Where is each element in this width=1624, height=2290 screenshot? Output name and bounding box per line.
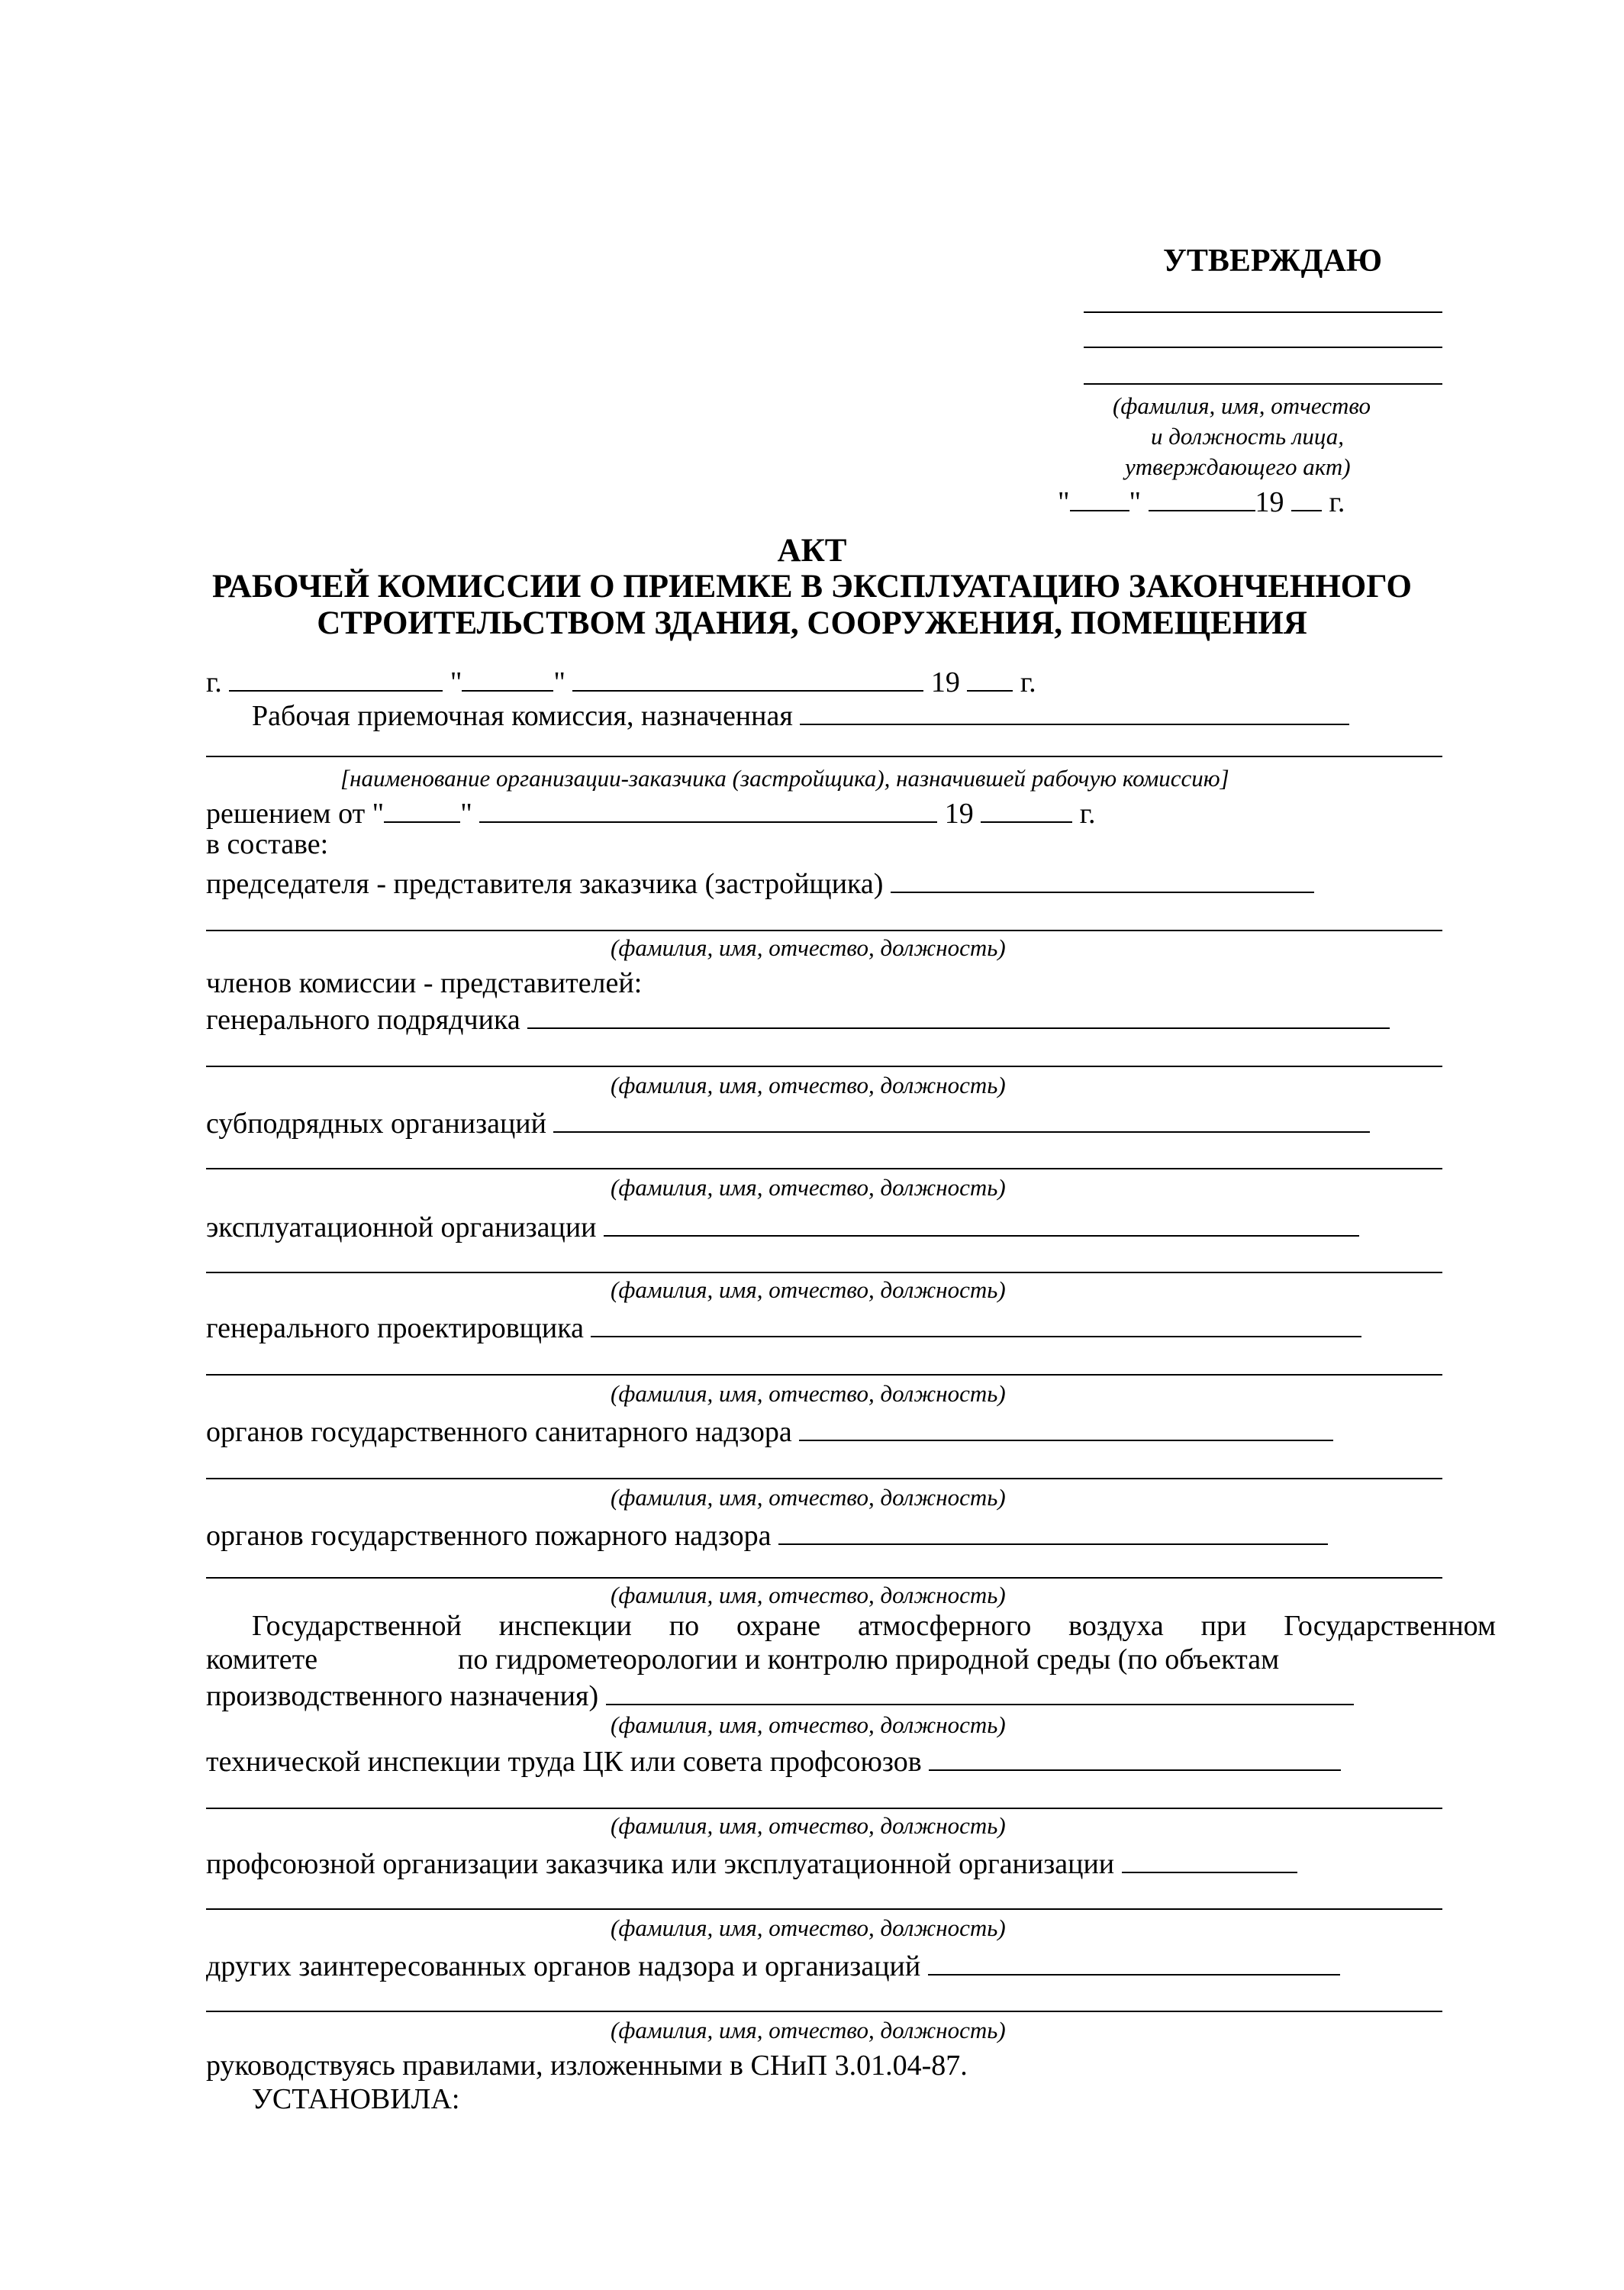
- union-caption: (фамилия, имя, отчество, должность): [611, 1914, 1006, 1941]
- approval-heading: УТВЕРЖДАЮ: [1163, 244, 1383, 279]
- general-contractor-caption: (фамилия, имя, отчество, должность): [611, 1072, 1006, 1098]
- commission-appointed-row: Рабочая приемочная комиссия, назначенная: [252, 696, 1349, 733]
- act-subtitle-1: РАБОЧЕЙ КОМИССИИ О ПРИЕМКЕ В ЭКСПЛУАТАЦИЮ ЗАКОНЧЕННОГО: [212, 569, 1412, 605]
- year-field[interactable]: [967, 663, 1013, 692]
- labor-row: технической инспекции труда ЦК или совета профсоюзов: [206, 1742, 1341, 1779]
- others-line[interactable]: [206, 2011, 1442, 2012]
- appointing-org-field[interactable]: [800, 696, 1349, 725]
- chairman-row: председателя - представителя заказчика (застройщика): [206, 864, 1314, 901]
- decision-row: решением от " " 19 г.: [206, 794, 1096, 831]
- air-row-3: производственного назначения): [206, 1676, 1354, 1713]
- general-designer-row: генерального проектировщика: [206, 1308, 1361, 1345]
- approval-line-2[interactable]: [1084, 347, 1442, 348]
- operating-org-row: эксплуатационной организации: [206, 1208, 1359, 1244]
- air-row-1: Государственной инспекции по охране атмосферного воздуха при Государственном: [252, 1610, 1496, 1642]
- general-contractor-row: генерального подрядчика: [206, 1000, 1390, 1037]
- appointing-org-caption: [наименование организации-заказчика (застройщика), назначившей рабочую комиссию]: [340, 765, 1229, 792]
- subcontractors-row: субподрядных организаций: [206, 1104, 1370, 1140]
- air-row-2: комитете по гидрометеорологии и контролю природной среды (по объектам: [206, 1643, 1280, 1676]
- act-subtitle-2: СТРОИТЕЛЬСТВОМ ЗДАНИЯ, СООРУЖЕНИЯ, ПОМЕЩЕНИЯ: [317, 605, 1307, 641]
- decision-month-field[interactable]: [479, 794, 937, 823]
- fire-line[interactable]: [206, 1577, 1442, 1579]
- approval-caption-2: и должность лица,: [1151, 423, 1345, 450]
- others-field[interactable]: [928, 1946, 1340, 1976]
- others-caption: (фамилия, имя, отчество, должность): [611, 2017, 1006, 2043]
- members-label: членов комиссии - представителей:: [206, 967, 643, 999]
- sanitary-caption: (фамилия, имя, отчество, должность): [611, 1484, 1006, 1511]
- operating-org-field[interactable]: [604, 1208, 1359, 1237]
- approval-year-field[interactable]: [1291, 482, 1322, 511]
- day-field[interactable]: [462, 663, 553, 692]
- chairman-line[interactable]: [206, 930, 1442, 931]
- air-caption: (фамилия, имя, отчество, должность): [611, 1711, 1006, 1738]
- chairman-field[interactable]: [891, 864, 1314, 893]
- approval-caption-1: (фамилия, имя, отчество: [1113, 392, 1371, 419]
- fire-caption: (фамилия, имя, отчество, должность): [611, 1582, 1006, 1608]
- approval-month-field[interactable]: [1149, 482, 1255, 511]
- union-line[interactable]: [206, 1908, 1442, 1910]
- others-row: других заинтересованных органов надзора и организаций: [206, 1946, 1340, 1983]
- union-row: профсоюзной организации заказчика или эксплуатационной организации: [206, 1844, 1297, 1881]
- place-date-row: г. " " 19 г.: [206, 663, 1036, 699]
- sanitary-row: органов государственного санитарного надзора: [206, 1412, 1333, 1449]
- month-field[interactable]: [572, 663, 923, 692]
- general-designer-field[interactable]: [591, 1308, 1361, 1337]
- subcontractors-line[interactable]: [206, 1168, 1442, 1169]
- labor-line[interactable]: [206, 1808, 1442, 1809]
- labor-caption: (фамилия, имя, отчество, должность): [611, 1812, 1006, 1839]
- approval-line-3[interactable]: [1084, 383, 1442, 385]
- composition-label: в составе:: [206, 828, 329, 860]
- appointing-org-line[interactable]: [206, 756, 1442, 757]
- sanitary-field[interactable]: [799, 1412, 1333, 1441]
- approval-line-1[interactable]: [1084, 311, 1442, 313]
- fire-field[interactable]: [778, 1516, 1328, 1545]
- act-title: АКТ: [777, 533, 847, 569]
- approval-day-field[interactable]: [1070, 482, 1129, 511]
- sanitary-line[interactable]: [206, 1478, 1442, 1479]
- city-field[interactable]: [229, 663, 443, 692]
- subcontractors-field[interactable]: [553, 1104, 1370, 1133]
- labor-field[interactable]: [929, 1742, 1341, 1771]
- approval-caption-3: утверждающего акт): [1125, 453, 1351, 480]
- approval-date: " " 19 г.: [1058, 482, 1345, 519]
- fire-row: органов государственного пожарного надзора: [206, 1516, 1328, 1553]
- operating-org-line[interactable]: [206, 1272, 1442, 1273]
- guided-text: руководствуясь правилами, изложенными в СНиП 3.01.04-87.: [206, 2050, 968, 2082]
- air-field[interactable]: [606, 1676, 1354, 1705]
- decision-day-field[interactable]: [384, 794, 460, 823]
- subcontractors-caption: (фамилия, имя, отчество, должность): [611, 1174, 1006, 1201]
- union-field[interactable]: [1122, 1844, 1297, 1873]
- decision-year-field[interactable]: [981, 794, 1072, 823]
- general-designer-line[interactable]: [206, 1374, 1442, 1376]
- chairman-caption: (фамилия, имя, отчество, должность): [611, 934, 1006, 961]
- general-contractor-field[interactable]: [527, 1000, 1390, 1029]
- established-text: УСТАНОВИЛА:: [252, 2083, 460, 2115]
- operating-org-caption: (фамилия, имя, отчество, должность): [611, 1276, 1006, 1303]
- general-designer-caption: (фамилия, имя, отчество, должность): [611, 1380, 1006, 1407]
- general-contractor-line[interactable]: [206, 1066, 1442, 1067]
